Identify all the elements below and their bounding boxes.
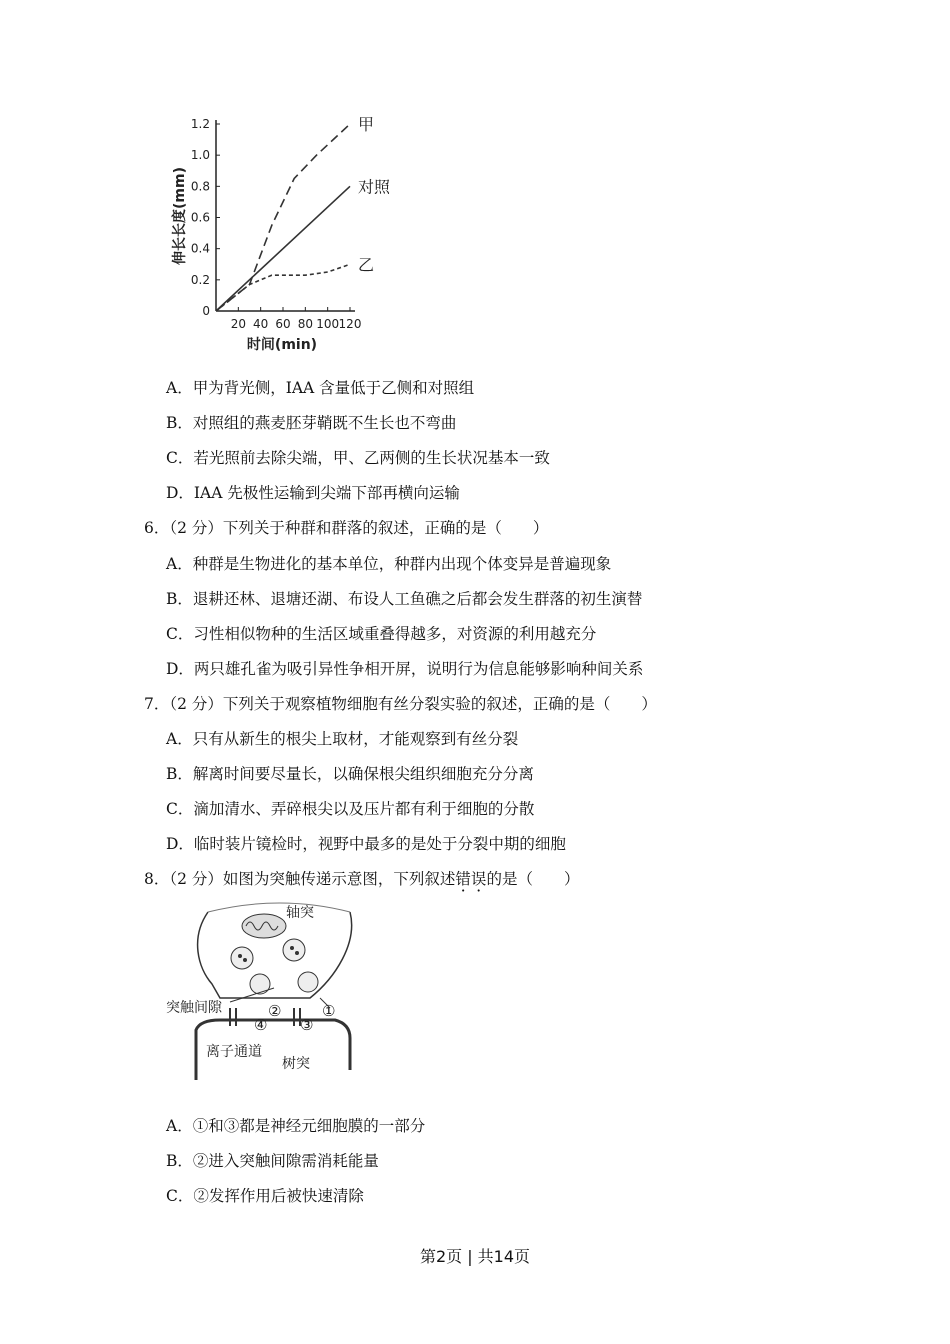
q5-option-c: C．若光照前去除尖端，甲、乙两侧的生长状况基本一致 [166,449,550,467]
x-tick-label: 60 [275,317,291,331]
mitochondrion [242,914,286,938]
y-tick-label: 0 [202,304,210,318]
q6-stem: 6．（2 分）下列关于种群和群落的叙述，正确的是（ ） [144,519,549,537]
q6-option-a: A．种群是生物进化的基本单位，种群内出现个体变异是普遍现象 [166,555,612,573]
q8-emphasis-1: 错 [455,870,471,888]
marker-4: ④ [254,1016,268,1034]
q7-option-c: C．滴加清水、弄碎根尖以及压片都有利于细胞的分散 [166,800,535,818]
y-tick-label: 1.2 [190,117,210,131]
axon-outline [208,903,350,912]
x-tick-label: 80 [297,317,313,331]
x-tick-label: 100 [316,317,340,331]
q6-option-c: C．习性相似物种的生活区域重叠得越多，对资源的利用越充分 [166,625,597,643]
q6-option-b: B．退耕还林、退塘还湖、布设人工鱼礁之后都会发生群落的初生演替 [166,590,643,608]
label-ion-channel: 离子通道 [206,1044,262,1060]
vesicle [231,947,253,969]
series-line-0 [216,124,350,311]
q8-option-c: C．②发挥作用后被快速清除 [166,1187,364,1205]
series-label-0: 甲 [358,115,375,134]
x-tick-label: 40 [253,317,269,331]
y-tick-label: 1.0 [190,148,210,163]
label-axon: 轴突 [286,905,314,921]
q7-option-a: A．只有从新生的根尖上取材，才能观察到有丝分裂 [166,730,519,748]
q7-option-b: B．解离时间要尽量长，以确保根尖组织细胞充分分离 [166,765,534,783]
y-axis-label: 伸长长度(mm) [172,167,188,265]
vesicle [250,974,270,994]
marker-1: ① [322,1002,336,1020]
label-synaptic-cleft: 突触间隙 [166,1000,222,1016]
q8-option-a: A．①和③都是神经元细胞膜的一部分 [166,1117,426,1135]
series-line-2 [216,264,350,311]
q5-option-d: D．IAA 先极性运输到尖端下部再横向运输 [166,484,460,502]
q8-stem-pre: 8．（2 分）如图为突触传递示意图，下列叙述 [144,870,456,888]
y-tick-label: 0.8 [190,179,210,194]
y-tick-label: 0.6 [190,210,210,225]
q8-stem-post: 的是（ ） [486,870,580,888]
q7-stem: 7．（2 分）下列关于观察植物细胞有丝分裂实验的叙述，正确的是（ ） [144,695,657,713]
label-dendrite: 树突 [282,1056,310,1072]
q7-option-d: D．临时装片镜检时，视野中最多的是处于分裂中期的细胞 [166,835,566,853]
y-tick-label: 0.2 [190,272,210,287]
x-tick-label: 20 [230,317,246,331]
q6-option-d: D．两只雄孔雀为吸引异性争相开屏，说明行为信息能够影响种间关系 [166,660,644,678]
marker-3: ③ [300,1016,314,1034]
q8-emphasis-2: 误 [470,870,487,888]
x-axis-label: 时间(min) [246,337,318,353]
q5-option-b: B．对照组的燕麦胚芽鞘既不生长也不弯曲 [166,414,457,432]
vesicle [283,939,305,961]
q5-option-a: A．甲为背光侧，IAA 含量低于乙侧和对照组 [166,379,475,397]
y-tick-label: 0.4 [190,241,210,256]
vesicle [298,972,318,992]
x-tick-label: 120 [338,317,362,331]
synapse-diagram [160,898,370,1083]
page-footer: 第2页 | 共14页 [419,1247,531,1266]
q8-stem [144,867,579,889]
series-label-1: 对照 [358,177,391,197]
q8-option-b: B．②进入突触间隙需消耗能量 [166,1152,379,1170]
marker-2: ② [268,1002,282,1020]
elongation-chart [160,108,420,363]
series-line-1 [216,186,350,311]
series-label-2: 乙 [358,255,375,275]
